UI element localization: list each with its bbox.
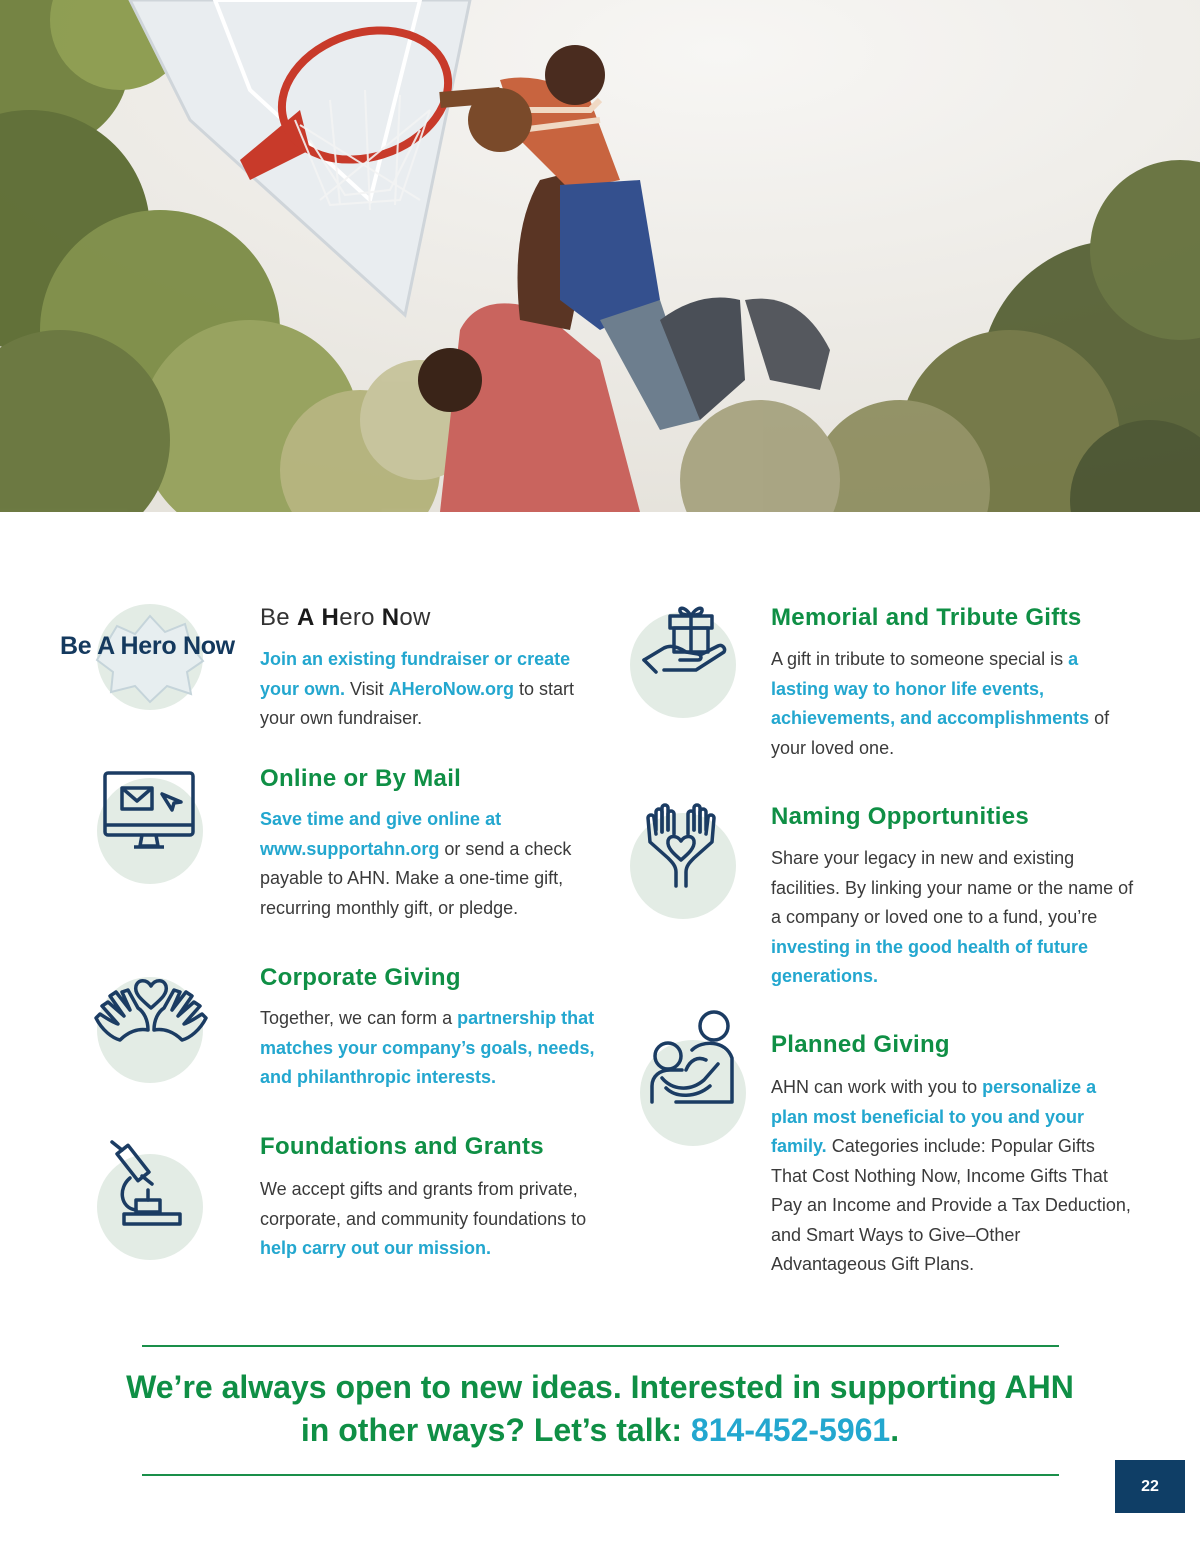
section-body: A gift in tribute to someone special is a lasting way to honor life events, achievements, and accomplishments of your loved one. xyxy=(771,649,1110,758)
call-to-action: We’re always open to new ideas. Interested in supporting AHN in other ways? Let’s talk: 814-452-5961. xyxy=(126,1369,1074,1448)
fundraiser-link[interactable]: Join an existing fundraiser or create your own. xyxy=(260,649,571,699)
hands-cupping-heart-icon xyxy=(640,802,722,888)
section-title: Memorial and Tribute Gifts xyxy=(771,604,1082,631)
section-title: Planned Giving xyxy=(771,1031,950,1058)
phone-number[interactable]: 814-452-5961 xyxy=(690,1412,891,1448)
section-body: We accept gifts and grants from private, corporate, and community foundations to help carry out our mission. xyxy=(260,1179,587,1258)
be-a-hero-now-logo: Be A Hero Now xyxy=(60,632,235,660)
basketball-scene-illustration xyxy=(0,0,1200,512)
section-title: Be A Hero Now xyxy=(260,604,431,631)
page-number: 22 xyxy=(1115,1460,1185,1513)
hands-heart-icon xyxy=(90,970,212,1050)
section-body: Share your legacy in new and existing facilities. By linking your name or the name of a company or loved one to a fund, you’re investing in the good health of future generations. xyxy=(771,848,1134,986)
section-title: Naming Opportunities xyxy=(771,803,1029,830)
section-title: Foundations and Grants xyxy=(260,1133,544,1160)
embracing-people-icon xyxy=(646,1008,738,1106)
aheronow-link[interactable]: AHeroNow.org xyxy=(388,678,515,699)
section-body: Together, we can form a partnership that matches your company’s goals, needs, and philanthropic interests. xyxy=(260,1008,595,1087)
computer-mail-icon xyxy=(102,770,198,852)
gift-in-hand-icon xyxy=(640,598,730,678)
section-body: Save time and give online at www.supportahn.org or send a check payable to AHN. Make a one-time gift, recurring monthly gift, or pledge. xyxy=(260,809,572,918)
section-body: Join an existing fundraiser or create your own. Visit AHeroNow.org to start your own fundraiser. xyxy=(260,649,575,728)
supportahn-link[interactable]: Save time and give online at www.supportahn.org xyxy=(260,809,502,859)
section-title: Online or By Mail xyxy=(260,765,462,792)
section-body: AHN can work with you to personalize a plan most beneficial to you and your family. Categories include: Popular Gifts That Cost Nothing Now, Income Gifts That Pay an Income and Provide a Tax Deduction, and Smart Ways to Give–Other Advantageous Gift Plans. xyxy=(771,1077,1131,1274)
divider-bottom xyxy=(142,1474,1059,1476)
hero-photo xyxy=(0,0,1200,512)
microscope-icon xyxy=(108,1138,184,1228)
section-title: Corporate Giving xyxy=(260,964,461,991)
divider-top xyxy=(142,1345,1059,1347)
